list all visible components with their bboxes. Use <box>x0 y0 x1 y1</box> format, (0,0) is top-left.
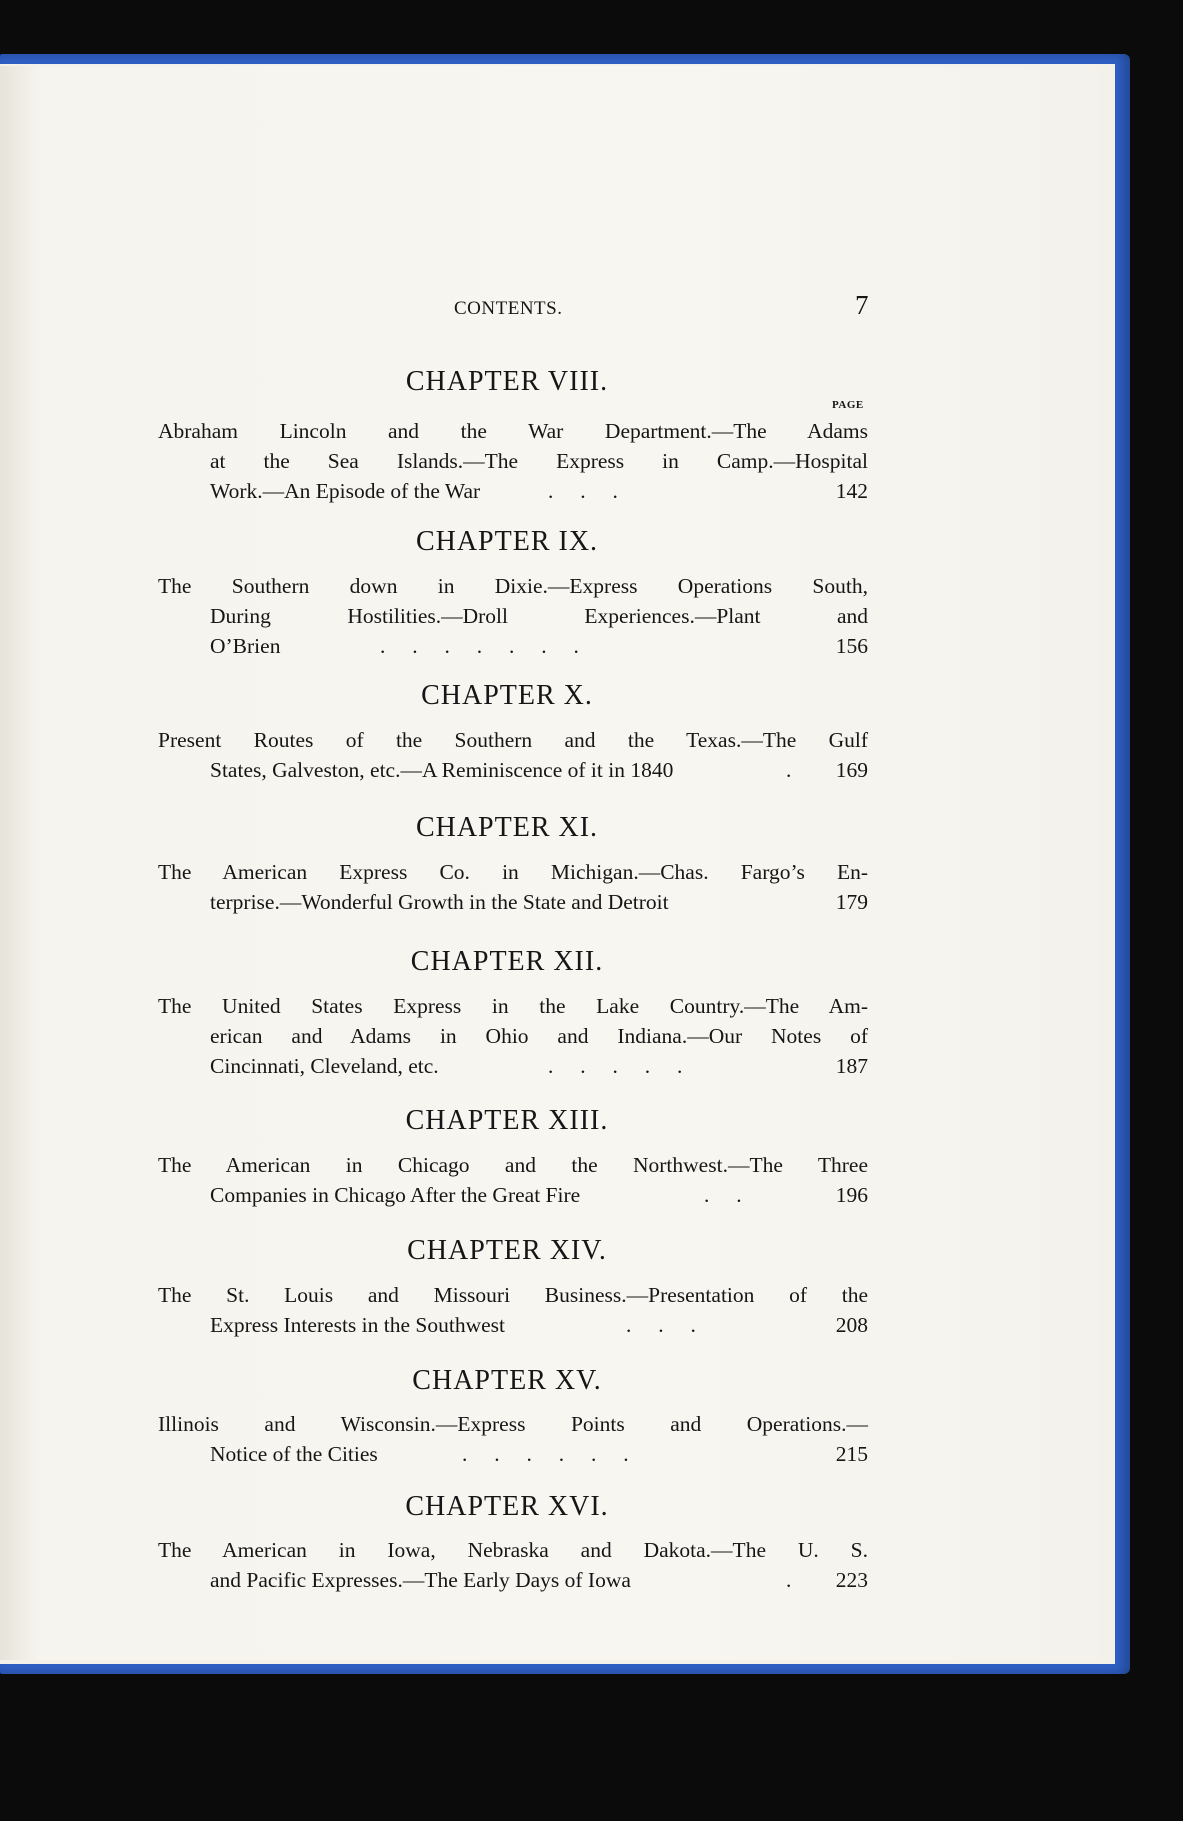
dot-leader: . . . . . . . <box>380 634 579 658</box>
entry-line: The American in Chicago and the Northwest.—The Three <box>158 1153 868 1177</box>
entry-line-last <box>158 755 868 785</box>
dot-leader: . . . <box>548 479 618 503</box>
entry-line: The Southern down in Dixie.—Express Operations South, <box>158 574 868 598</box>
chapter-title: CHAPTER IX. <box>415 526 599 557</box>
entry-line-last <box>158 1439 868 1469</box>
toc-entry <box>158 1535 868 1595</box>
chapter-title: CHAPTER XI. <box>415 812 599 843</box>
page-ref: 169 <box>835 758 868 782</box>
entry-line: at the Sea Islands.—The Express in Camp.—Hospital <box>210 449 868 473</box>
chapter-title: CHAPTER X. <box>421 680 593 711</box>
entry-line: The American in Iowa, Nebraska and Dakota.—The U. S. <box>158 1538 868 1562</box>
entry-line: During Hostilities.—Droll Experiences.—Plant and <box>210 604 868 628</box>
toc-entry <box>158 725 868 785</box>
entry-line-last <box>158 1180 868 1210</box>
dot-leader: . . . . . <box>548 1054 683 1078</box>
entry-line-last <box>158 1565 868 1595</box>
entry-line: Illinois and Wisconsin.—Express Points and Operations.— <box>158 1412 868 1436</box>
entry-line-text: Cincinnati, Cleveland, etc. <box>210 1054 439 1078</box>
entry-line: Abraham Lincoln and the War Department.—The Adams <box>158 419 868 443</box>
toc-entry <box>158 416 868 506</box>
entry-line: The United States Express in the Lake Country.—The Am- <box>158 994 868 1018</box>
entry-line: The St. Louis and Missouri Business.—Presentation of the <box>158 1283 868 1307</box>
dot-leader: . . . . . . <box>462 1442 629 1466</box>
entry-line-text: Companies in Chicago After the Great Fire <box>210 1183 581 1207</box>
page-ref: 156 <box>835 634 868 658</box>
entry-line-text: and Pacific Expresses.—The Early Days of Iowa <box>210 1568 631 1592</box>
book-page <box>0 66 1098 1660</box>
chapter-title: CHAPTER XIII. <box>405 1105 609 1136</box>
entry-line-text: Notice of the Cities <box>210 1442 378 1466</box>
running-head: CONTENTS. <box>454 298 563 319</box>
entry-line-text: Express Interests in the Southwest <box>210 1313 505 1337</box>
toc-entry <box>158 1150 868 1210</box>
chapter-title: CHAPTER XII. <box>410 946 604 977</box>
chapter-title: CHAPTER XV. <box>412 1365 602 1396</box>
page-number: 7 <box>855 290 869 320</box>
toc-entry <box>158 1409 868 1469</box>
entry-line-last <box>158 1310 868 1340</box>
entry-line-text: Work.—An Episode of the War <box>210 479 481 503</box>
entry-line-last <box>158 887 868 917</box>
entry-line-text: O’Brien <box>210 634 281 658</box>
toc-entry <box>158 571 868 661</box>
entry-line-text: States, Galveston, etc.—A Reminiscence of it in 1840 <box>210 758 674 782</box>
dot-leader: . . <box>704 1183 742 1207</box>
page-ref: 142 <box>835 479 868 503</box>
page-ref: 179 <box>835 890 868 914</box>
entry-line: The American Express Co. in Michigan.—Chas. Fargo’s En- <box>158 860 868 884</box>
toc-entry <box>158 1280 868 1340</box>
dot-leader: . <box>786 758 792 782</box>
entry-line-last <box>158 476 868 506</box>
entry-line-last <box>158 1051 868 1081</box>
dot-leader: . . . <box>626 1313 696 1337</box>
page-ref: 208 <box>835 1313 868 1337</box>
chapter-title: CHAPTER XVI. <box>405 1491 609 1522</box>
entry-line: Present Routes of the Southern and the Texas.—The Gulf <box>158 728 868 752</box>
toc-entry <box>158 857 868 917</box>
chapter-title: CHAPTER VIII. <box>405 366 609 397</box>
dot-leader: . <box>786 1568 792 1592</box>
entry-line: erican and Adams in Ohio and Indiana.—Our Notes of <box>210 1024 868 1048</box>
chapter-title: CHAPTER XIV. <box>407 1235 607 1266</box>
page-ref: 215 <box>835 1442 868 1466</box>
page-ref: 187 <box>835 1054 868 1078</box>
toc-entry <box>158 991 868 1081</box>
page-ref: 223 <box>835 1568 868 1592</box>
entry-line-last <box>158 631 868 661</box>
page-column-label: PAGE <box>832 399 864 411</box>
page-ref: 196 <box>835 1183 868 1207</box>
entry-line-text: terprise.—Wonderful Growth in the State and Detroit <box>210 890 669 914</box>
